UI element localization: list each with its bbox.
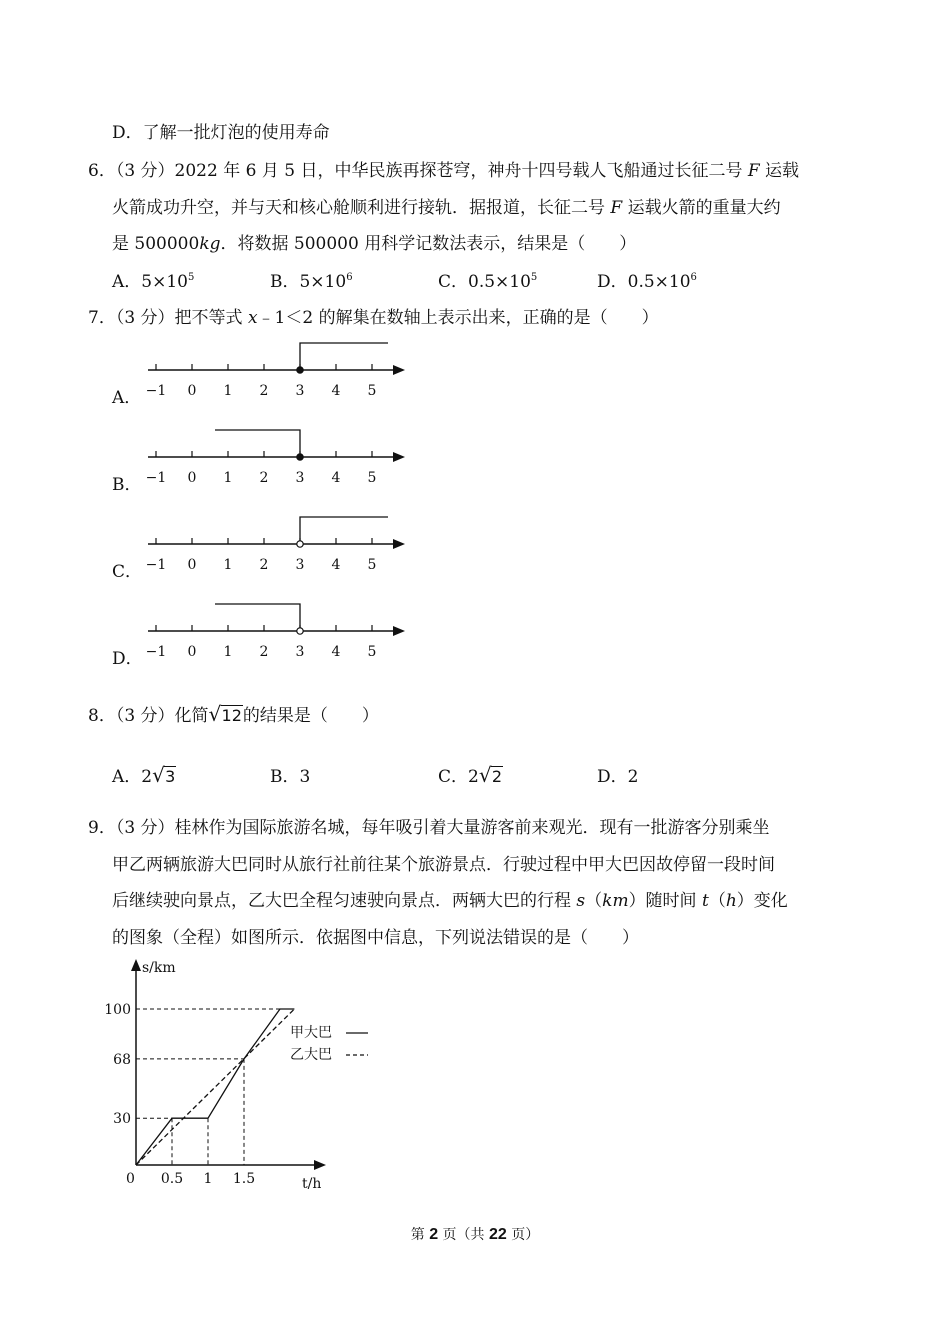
tick-label: −1: [145, 470, 167, 486]
footer-mid: 页（共: [438, 1227, 489, 1243]
radical-sign-icon: √: [208, 702, 222, 726]
solution-ray: [300, 343, 388, 370]
tick-label: 0: [187, 383, 197, 399]
q8-sqrt: [209, 704, 243, 728]
q8-option-c-sqrt: [479, 765, 503, 789]
tick-label: 2: [259, 470, 269, 486]
q9-stem-line2: 甲乙两辆旅游大巴同时从旅行社前往某个旅游景点．行驶过程中甲大巴因故停留一段时间: [112, 855, 775, 875]
q7-number-line-b: [140, 425, 410, 487]
hollow-dot: [297, 628, 303, 634]
q6-option-a-exp: 5: [187, 272, 195, 283]
y-axis-arrow-icon: [131, 959, 141, 971]
x-tick-label: 1.5: [232, 1171, 256, 1187]
q9-t-var: t: [701, 891, 709, 911]
q9-km-unit: km: [602, 891, 629, 911]
tick-label: 0: [187, 470, 197, 486]
q6-f-var-2: F: [610, 198, 623, 218]
tick-label: 4: [331, 644, 341, 660]
tick-label: 1: [223, 557, 233, 573]
q6-stem-line1: [88, 159, 799, 183]
q9-line3-prefix: 后继续驶向景点，乙大巴全程匀速驶向景点．两辆大巴的行程: [112, 891, 577, 911]
q8-stem-prefix: 8．（3 分）化简: [88, 706, 209, 726]
footer-total-pages: 22: [489, 1226, 507, 1243]
q7-stem: [88, 306, 659, 330]
q6-option-b-exp: 6: [346, 272, 353, 283]
tick-label: 3: [295, 383, 305, 399]
q8-option-a-label: A．: [112, 767, 142, 787]
tick-label: 4: [331, 470, 341, 486]
q6-stem-line3: [112, 232, 636, 256]
q7-x-var: x: [247, 308, 258, 328]
solid-dot: [297, 454, 303, 460]
solid-dot: [297, 367, 303, 373]
q6-stem-line2: [112, 196, 781, 220]
y-tick-label: 30: [113, 1111, 131, 1128]
q7-number-line-c: [140, 512, 410, 574]
tick-label: 2: [259, 557, 269, 573]
q8-option-d[interactable]: D．2: [597, 767, 639, 787]
q9-stem-line3: [112, 889, 788, 913]
q6-option-c-label: C．0.5×10: [438, 272, 531, 292]
q7-stem-prefix: 7．（3 分）把不等式: [88, 308, 248, 328]
tick-label: −1: [145, 557, 167, 573]
origin-label: 0: [126, 1171, 135, 1187]
radical-sign-icon: √: [152, 763, 165, 787]
legend-label: 甲大巴: [290, 1025, 332, 1041]
q9-line3-mid3: （: [708, 891, 726, 911]
axis-arrow-icon: [393, 626, 405, 636]
q9-h-unit: h: [725, 891, 737, 911]
page-footer: [0, 1224, 950, 1244]
q8-option-c-radicand: 2: [491, 767, 503, 786]
legend-label: 乙大巴: [290, 1047, 332, 1063]
tick-label: 5: [367, 644, 377, 660]
q6-option-b[interactable]: [270, 270, 353, 294]
solution-ray: [300, 517, 388, 544]
tick-label: 0: [187, 644, 197, 660]
q6-option-a[interactable]: [112, 270, 194, 294]
tick-label: 5: [367, 383, 377, 399]
x-tick-label: 1: [203, 1171, 213, 1187]
axis-arrow-icon: [393, 365, 405, 375]
q6-unit-kg: kg: [199, 234, 221, 254]
q6-option-d[interactable]: [597, 270, 697, 294]
x-tick-label: 0.5: [160, 1171, 184, 1187]
q6-f-var: F: [747, 161, 760, 181]
tick-label: −1: [145, 383, 167, 399]
q9-stem-line1: 9．（3 分）桂林作为国际旅游名城，每年吸引着大量游客前来观光．现有一批游客分别乘坐: [88, 818, 770, 838]
axis-arrow-icon: [393, 452, 405, 462]
series-yi-line: [136, 1009, 294, 1165]
q8-option-b[interactable]: B．3: [270, 767, 311, 787]
q8-option-c[interactable]: [438, 765, 503, 789]
footer-prefix: 第: [410, 1227, 430, 1243]
q6-line2-prefix: 火箭成功升空，并与天和核心舱顺利进行接轨．据报道，长征二号: [112, 198, 611, 218]
q6-option-d-label: D．0.5×10: [597, 272, 691, 292]
q9-line3-mid1: （: [585, 891, 603, 911]
tick-label: 1: [223, 470, 233, 486]
q9-s-var: s: [576, 891, 586, 911]
q8-stem: [88, 704, 379, 728]
q7-stem-suffix: ﹣1＜2 的解集在数轴上表示出来，正确的是（ ）: [257, 308, 659, 328]
q6-option-b-label: B．5×10: [270, 272, 347, 292]
q8-radicand: 12: [221, 706, 242, 725]
tick-label: 5: [367, 470, 377, 486]
radical-sign-icon: √: [478, 763, 492, 787]
q5-option-d: D．了解一批灯泡的使用寿命: [112, 123, 330, 143]
q9-line3-suffix: ）变化: [736, 891, 788, 911]
x-axis-label: t/h: [302, 1176, 322, 1192]
tick-label: 3: [295, 644, 305, 660]
y-tick-label: 68: [113, 1051, 131, 1068]
tick-label: −1: [145, 644, 167, 660]
tick-label: 1: [223, 644, 233, 660]
footer-suffix: 页）: [506, 1227, 540, 1243]
y-axis-label: s/km: [142, 960, 176, 976]
q6-line3-suffix: ．将数据 500000 用科学记数法表示，结果是（ ）: [220, 234, 637, 254]
q8-option-a-sqrt: [152, 765, 176, 789]
tick-label: 0: [187, 557, 197, 573]
q9-chart: [100, 955, 400, 1195]
q8-stem-suffix: 的结果是（ ）: [242, 706, 379, 726]
q7-option-b-label[interactable]: B．: [112, 475, 142, 495]
q6-option-a-label: A．5×10: [112, 272, 188, 292]
q7-number-line-a: [140, 338, 410, 400]
q7-option-d-label[interactable]: D．: [112, 649, 143, 669]
axis-arrow-icon: [393, 539, 405, 549]
q8-option-a[interactable]: [112, 765, 176, 789]
footer-page-number: 2: [429, 1226, 439, 1243]
q7-option-c-label[interactable]: C．: [112, 562, 143, 582]
x-axis-arrow-icon: [314, 1160, 326, 1170]
q6-line2-suffix: 运载火箭的重量大约: [622, 198, 781, 218]
q8-option-c-coef: 2: [468, 767, 479, 787]
tick-label: 3: [295, 470, 305, 486]
q8-option-a-coef: 2: [141, 767, 153, 787]
tick-label: 5: [367, 557, 377, 573]
q7-option-a-label[interactable]: A．: [112, 388, 142, 408]
q8-option-a-radicand: 3: [165, 767, 176, 786]
hollow-dot: [297, 541, 303, 547]
q6-option-c-exp: 5: [530, 272, 538, 283]
tick-label: 2: [259, 383, 269, 399]
q6-line3-prefix: 是 500000: [112, 234, 200, 254]
tick-label: 4: [331, 383, 341, 399]
y-tick-label: 100: [104, 1002, 131, 1018]
tick-label: 4: [331, 557, 341, 573]
q9-stem-line4: 的图象（全程）如图所示．依据图中信息，下列说法错误的是（ ）: [112, 928, 639, 948]
q6-line1-prefix: 6．（3 分）2022 年 6 月 5 日，中华民族再探苍穹，神舟十四号载人飞船通过长征二号: [88, 161, 748, 181]
q8-option-c-label: C．: [438, 767, 469, 787]
q6-option-c[interactable]: [438, 270, 537, 294]
q9-line3-mid2: ）随时间: [628, 891, 702, 911]
q6-option-d-exp: 6: [690, 272, 697, 283]
q7-number-line-d: [140, 599, 410, 661]
tick-label: 2: [259, 644, 269, 660]
q6-line1-suffix: 运载: [759, 161, 800, 181]
tick-label: 1: [223, 383, 233, 399]
tick-label: 3: [295, 557, 305, 573]
